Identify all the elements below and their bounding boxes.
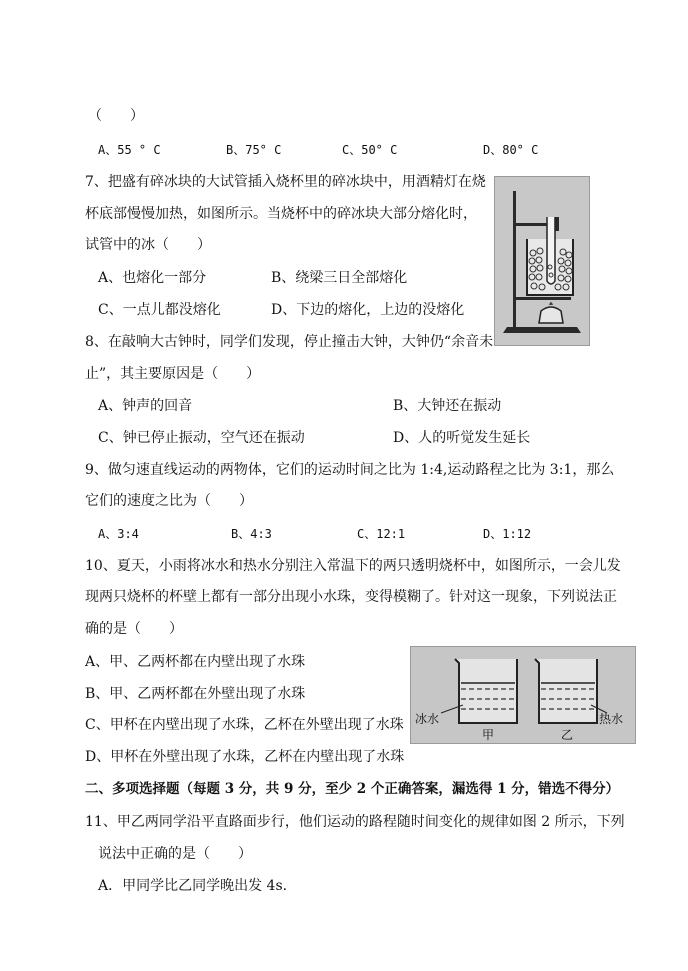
q8-option-a: A、钟声的回音: [98, 398, 193, 414]
q7-option-b: B、绕梁三日全部熔化: [271, 270, 408, 286]
q7-stem-line1: 7、把盛有碎冰块的大试管插入烧杯里的碎冰块中，用酒精灯在烧: [85, 174, 486, 190]
q7-option-c: C、一点儿都没熔化: [98, 302, 221, 318]
q9-option-d: D、1:12: [483, 527, 532, 541]
q10-option-a: A、甲、乙两杯都在内壁出现了水珠: [85, 654, 306, 670]
q10-figure-label-ice-water: 冰水: [415, 712, 440, 726]
q7-stem-line2: 杯底部慢慢加热，如图所示。当烧杯中的碎冰块大部分熔化时，: [85, 206, 477, 222]
q7-option-d: D、下边的熔化，上边的没熔化: [271, 302, 465, 318]
q6-answer-bracket: （ ）: [88, 108, 144, 124]
q10-stem-line2: 现两只烧杯的杯壁上都有一部分出现小水珠，变得模糊了。针对这一现象，下列说法正: [85, 589, 617, 605]
q11-stem-line1: 11、甲乙两同学沿平直路面步行，他们运动的路程随时间变化的规律如图 2 所示，下列: [85, 814, 625, 830]
q8-option-b: B、大钟还在振动: [393, 398, 502, 414]
q10-figure-label-cup-jia: 甲: [482, 728, 495, 742]
q10-stem-line1: 10、夏天，小雨将冰水和热水分别注入常温下的两只透明烧杯中，如图所示，一会儿发: [85, 558, 621, 574]
q10-option-c: C、甲杯在内壁出现了水珠，乙杯在外壁出现了水珠: [85, 717, 404, 733]
q9-option-a: A、3:4: [98, 527, 139, 541]
q11-stem-line2: 说法中正确的是（ ）: [98, 846, 252, 862]
q9-stem-line1: 9、做匀速直线运动的两物体，它们的运动时间之比为 1:4,运动路程之比为 3:1，那么: [85, 462, 615, 478]
q7-option-a: A、也熔化一部分: [98, 270, 207, 286]
q10-figure-label-cup-yi: 乙: [561, 728, 574, 742]
q8-stem-line1: 8、在敲响大古钟时，同学们发现，停止撞击大钟，大钟仍“余音未: [85, 334, 494, 350]
q8-stem-line2: 止”，其主要原因是（ ）: [85, 366, 261, 382]
q10-stem-line3: 确的是（ ）: [85, 621, 183, 637]
q11-option-a: A．甲同学比乙同学晚出发 4s.: [98, 878, 288, 894]
section2-heading: 二、多项选择题（每题 3 分，共 9 分，至少 2 个正确答案，漏选得 1 分，错选不得分）: [85, 781, 620, 797]
q6-option-c: C、50° C: [342, 143, 398, 157]
q7-ice-melting-figure: [494, 176, 590, 346]
q7-stem-line3: 试管中的冰（ ）: [85, 237, 211, 253]
q8-option-d: D、人的听觉发生延长: [393, 430, 531, 446]
q6-option-d: D、80° C: [483, 143, 539, 157]
q10-option-d: D、甲杯在外壁出现了水珠，乙杯在内壁出现了水珠: [85, 749, 405, 765]
q9-stem-line2: 它们的速度之比为（ ）: [85, 493, 253, 509]
q8-option-c: C、钟已停止振动，空气还在振动: [98, 430, 305, 446]
q9-option-c: C、12:1: [357, 527, 406, 541]
q10-beakers-figure: [410, 646, 636, 744]
q9-option-b: B、4:3: [231, 527, 272, 541]
q10-option-b: B、甲、乙两杯都在外壁出现了水珠: [85, 686, 306, 702]
q6-option-b: B、75° C: [226, 143, 282, 157]
q10-figure-label-hot-water: 热水: [599, 712, 624, 726]
q6-option-a: A、55 ° C: [98, 143, 161, 157]
